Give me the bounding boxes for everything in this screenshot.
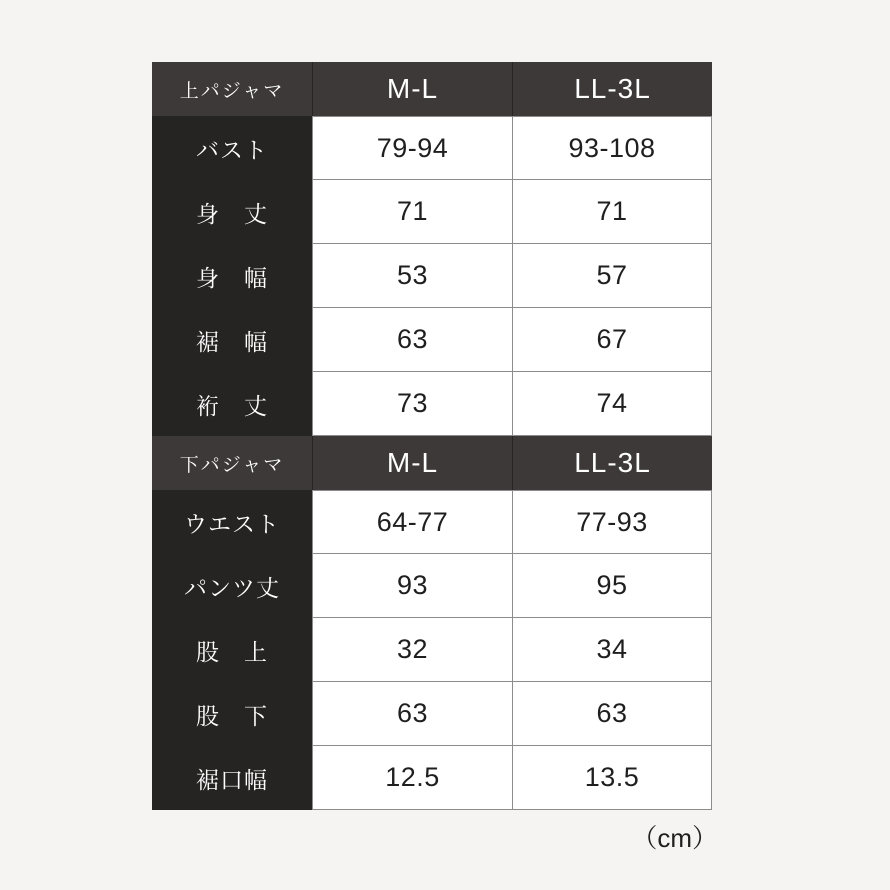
column-header-ll-3l: LL-3L [512, 436, 712, 490]
row-label-bust: バスト [152, 116, 312, 180]
row-value: 53 [312, 244, 512, 308]
row-label-pants-length: パンツ丈 [152, 554, 312, 618]
row-value: 93 [312, 554, 512, 618]
row-label-leg-opening: 裾口幅 [152, 746, 312, 810]
row-value: 12.5 [312, 746, 512, 810]
row-value: 63 [312, 308, 512, 372]
section-header-top-pajama: 上パジャマ [152, 62, 312, 116]
row-value: 74 [512, 372, 712, 436]
row-value: 32 [312, 618, 512, 682]
row-label-inseam: 股 下 [152, 682, 312, 746]
row-value: 79-94 [312, 116, 512, 180]
row-value: 77-93 [512, 490, 712, 554]
row-value: 34 [512, 618, 712, 682]
unit-note-cm: （cm） [631, 823, 718, 853]
row-label-body-length: 身 丈 [152, 180, 312, 244]
row-label-hem-width: 裾 幅 [152, 308, 312, 372]
row-value: 13.5 [512, 746, 712, 810]
row-value: 63 [512, 682, 712, 746]
row-label-body-width: 身 幅 [152, 244, 312, 308]
column-header-ll-3l: LL-3L [512, 62, 712, 116]
row-value: 71 [512, 180, 712, 244]
pajama-size-table [152, 62, 712, 810]
row-label-waist: ウエスト [152, 490, 312, 554]
row-value: 93-108 [512, 116, 712, 180]
column-header-m-l: M-L [312, 62, 512, 116]
row-value: 67 [512, 308, 712, 372]
section-header-bottom-pajama: 下パジャマ [152, 436, 312, 490]
column-header-m-l: M-L [312, 436, 512, 490]
row-value: 95 [512, 554, 712, 618]
row-value: 64-77 [312, 490, 512, 554]
row-value: 63 [312, 682, 512, 746]
row-label-sleeve-length: 裄 丈 [152, 372, 312, 436]
row-value: 71 [312, 180, 512, 244]
row-label-rise: 股 上 [152, 618, 312, 682]
row-value: 73 [312, 372, 512, 436]
row-value: 57 [512, 244, 712, 308]
